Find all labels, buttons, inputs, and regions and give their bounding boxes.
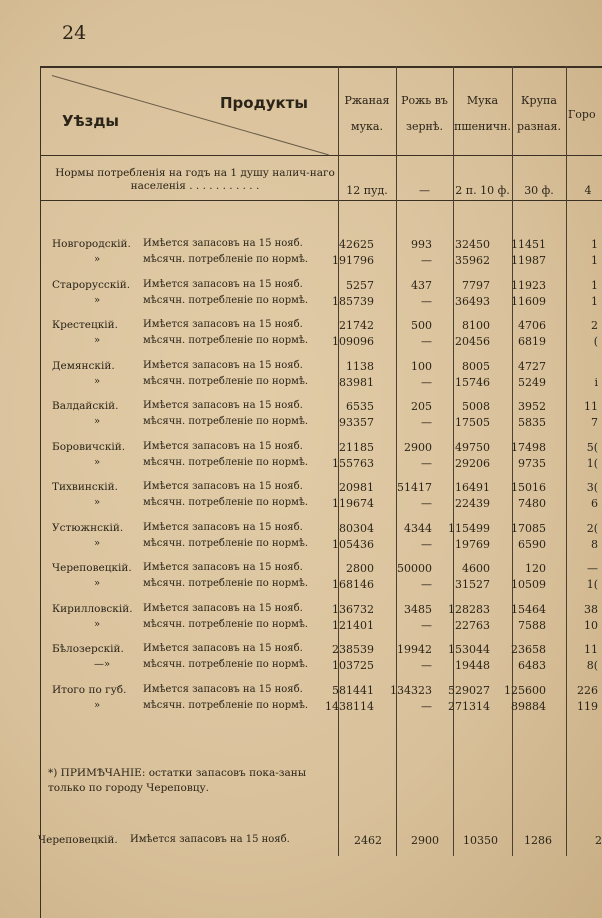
consumption-value-cell: 1 (591, 254, 598, 267)
stock-label: Имѣется запасовъ на 15 нояб. (143, 683, 303, 695)
consumption-value-cell: 29206 (455, 456, 490, 470)
consumption-value-cell: 7480 (518, 497, 546, 510)
stock-label: Имѣется запасовъ на 15 нояб. (130, 834, 290, 845)
consumption-value-cell: 11609 (511, 294, 546, 308)
stock-value-cell: 437 (411, 278, 432, 292)
consumption-label: мѣсячн. потребленіе по нормѣ. (143, 335, 309, 346)
consumption-value-cell: 191796 (332, 254, 374, 267)
consumption-value-cell: 6590 (518, 537, 546, 551)
district-name: Устюжнскій. (52, 521, 124, 534)
ditto-mark: » (94, 375, 101, 387)
consumption-label: мѣсячн. потребленіе по нормѣ. (143, 497, 309, 508)
consumption-label: мѣсячн. потребленіе по нормѣ. (143, 659, 309, 670)
column-header: Рожь въ зернѣ. (401, 94, 448, 133)
table-top-rule (40, 66, 602, 68)
district-name: Старорусскій. (52, 278, 131, 291)
consumption-value-cell: 8( (586, 659, 598, 672)
norm-value: 2 п. 10 ф. (455, 184, 510, 197)
ditto-mark: » (94, 335, 101, 346)
stock-value-cell: 3( (586, 481, 598, 494)
stock-value-cell: 2 (591, 319, 598, 332)
stock-value-cell: 15016 (511, 481, 546, 494)
ditto-mark: » (94, 294, 101, 306)
stock-label: Имѣется запасовъ на 15 нояб. (143, 643, 303, 654)
consumption-label: мѣсячн. потребленіе по нормѣ. (143, 294, 309, 306)
table-row (40, 684, 602, 726)
consumption-value-cell: — (421, 659, 432, 672)
consumption-value-cell: — (421, 416, 432, 429)
stock-value-cell: 16491 (455, 481, 490, 494)
consumption-value-cell: 6819 (518, 335, 546, 348)
stock-value-cell: 17085 (511, 521, 546, 535)
stock-label: Имѣется запасовъ на 15 нояб. (143, 481, 303, 492)
consumption-label: мѣсячн. потребленіе по нормѣ. (143, 699, 309, 711)
consumption-value-cell: 20456 (455, 335, 490, 348)
consumption-value-cell: — (421, 537, 432, 551)
products-heading: Продукты (220, 94, 308, 112)
stock-label: Имѣется запасовъ на 15 нояб. (143, 359, 303, 371)
norm-value: — (419, 184, 430, 197)
consumption-value-cell: — (421, 254, 432, 267)
stock-value-cell: 11451 (511, 238, 546, 251)
page-number: 24 (62, 22, 87, 44)
cherepovets-row (40, 834, 602, 854)
ditto-mark: » (94, 537, 101, 549)
norms-bottom-rule (40, 200, 602, 201)
stock-value-cell: 205 (411, 400, 432, 413)
ditto-mark: » (94, 699, 101, 711)
stock-value-cell: 238539 (332, 643, 374, 656)
consumption-value-cell: 5835 (518, 416, 546, 429)
table-row (40, 522, 602, 564)
norm-value: 4 (584, 184, 592, 197)
consumption-value-cell: 5249 (518, 375, 546, 389)
table-row (40, 319, 602, 361)
stock-label: Имѣется запасовъ на 15 нояб. (143, 602, 303, 614)
ditto-mark: » (94, 618, 101, 630)
stock-value-cell: 2( (586, 521, 598, 535)
ditto-mark: » (94, 456, 101, 468)
stock-value-cell: 153044 (448, 643, 490, 656)
consumption-value-cell: — (421, 497, 432, 510)
table-row (40, 603, 602, 645)
district-name: Новгородскій. (52, 238, 131, 250)
header-bottom-rule (40, 155, 602, 156)
stock-label: Имѣется запасовъ на 15 нояб. (143, 521, 303, 533)
ditto-mark: » (94, 497, 101, 508)
stock-label: Имѣется запасовъ на 15 нояб. (143, 400, 303, 411)
table-row (40, 562, 602, 604)
district-name: Кирилловскій. (52, 602, 133, 615)
norm-value: 30 ф. (524, 184, 554, 197)
consumption-value-cell: 103725 (332, 659, 374, 672)
district-name: Демянскій. (52, 359, 115, 372)
footnote: *) ПРИМѢЧАНІЕ: остатки запасовъ пока-заны только по городу Череповцу. (48, 767, 307, 794)
value-cell: 2 (595, 834, 602, 847)
column-header: Крупа разная. (517, 94, 561, 133)
consumption-value-cell: 1 (591, 294, 598, 308)
stock-value-cell: 3485 (404, 602, 432, 616)
stock-value-cell: 1138 (346, 359, 374, 373)
consumption-value-cell: — (421, 375, 432, 389)
stock-value-cell: 23658 (511, 643, 546, 656)
consumption-value-cell: 271314 (448, 699, 490, 713)
stock-value-cell: 226 (577, 683, 598, 697)
consumption-value-cell: 7 (591, 416, 598, 429)
stock-label: Имѣется запасовъ на 15 нояб. (143, 319, 303, 330)
stock-value-cell: 115499 (448, 521, 490, 535)
stock-value-cell: 19942 (397, 643, 432, 656)
consumption-label: мѣсячн. потребленіе по нормѣ. (143, 375, 309, 387)
stock-value-cell: 1 (591, 278, 598, 292)
stock-value-cell: 2800 (346, 562, 374, 575)
stock-value-cell: 80304 (339, 521, 374, 535)
table-row (40, 360, 602, 402)
districts-heading: Уѣзды (62, 112, 119, 130)
consumption-value-cell: 168146 (332, 578, 374, 591)
consumption-label: мѣсячн. потребленіе по нормѣ. (143, 254, 309, 265)
consumption-value-cell: — (421, 578, 432, 591)
value-cell: 2900 (411, 834, 439, 847)
stock-value-cell: 4600 (462, 562, 490, 575)
district-name: Боровичскій. (52, 440, 126, 453)
consumption-value-cell: 6 (591, 497, 598, 510)
stock-value-cell: 11923 (511, 278, 546, 292)
stock-value-cell: 581441 (332, 683, 374, 697)
ditto-mark: —» (94, 659, 111, 670)
ditto-mark: » (94, 578, 101, 589)
stock-value-cell: 42625 (339, 238, 374, 251)
stock-label: Имѣется запасовъ на 15 нояб. (143, 562, 303, 573)
stock-value-cell: 32450 (455, 238, 490, 251)
stock-value-cell: 6535 (346, 400, 374, 413)
stock-value-cell: 993 (411, 238, 432, 251)
consumption-value-cell: 31527 (455, 578, 490, 591)
consumption-value-cell: 22763 (455, 618, 490, 632)
stock-value-cell: 21742 (339, 319, 374, 332)
consumption-value-cell: 89884 (511, 699, 546, 713)
stock-value-cell: 1 (591, 238, 598, 251)
table-row (40, 481, 602, 523)
table-row (40, 400, 602, 442)
stock-value-cell: 4727 (518, 359, 546, 373)
table-row (40, 643, 602, 685)
norms-label: Нормы потребленія на годъ на 1 душу налич-наго населенія . . . . . . . . . . . (55, 167, 335, 192)
consumption-value-cell: 19769 (455, 537, 490, 551)
consumption-value-cell: ( (593, 335, 598, 348)
consumption-value-cell: 105436 (332, 537, 374, 551)
consumption-value-cell: 185739 (332, 294, 374, 308)
stock-value-cell: 5008 (462, 400, 490, 413)
consumption-label: мѣсячн. потребленіе по нормѣ. (143, 537, 309, 549)
consumption-value-cell: 8 (591, 537, 598, 551)
consumption-value-cell: 15746 (455, 375, 490, 389)
consumption-value-cell: 83981 (339, 375, 374, 389)
value-cell: 10350 (463, 834, 498, 847)
consumption-value-cell: — (421, 699, 432, 713)
consumption-value-cell: 36493 (455, 294, 490, 308)
stock-value-cell: 51417 (397, 481, 432, 494)
stock-value-cell: 11 (584, 400, 598, 413)
stock-value-cell: 120 (525, 562, 546, 575)
consumption-value-cell: 17505 (455, 416, 490, 429)
column-header: Мука пшеничн. (454, 94, 511, 133)
column-header: Ржаная мука. (344, 94, 390, 133)
consumption-value-cell: 7588 (518, 618, 546, 632)
stock-value-cell: 7797 (462, 278, 490, 292)
stock-value-cell: 8100 (462, 319, 490, 332)
stock-value-cell: 3952 (518, 400, 546, 413)
stock-label: Имѣется запасовъ на 15 нояб. (143, 238, 303, 249)
stock-value-cell: 136732 (332, 602, 374, 616)
consumption-value-cell: 19448 (455, 659, 490, 672)
consumption-value-cell: 11987 (511, 254, 546, 267)
consumption-label: мѣсячн. потребленіе по нормѣ. (143, 456, 309, 468)
stock-value-cell: 128283 (448, 602, 490, 616)
district-name: Итого по губ. (52, 683, 127, 696)
consumption-value-cell: 1( (586, 456, 598, 470)
stock-value-cell: 529027 (448, 683, 490, 697)
stock-value-cell: 4706 (518, 319, 546, 332)
value-cell: 2462 (354, 834, 382, 847)
consumption-value-cell: 93357 (339, 416, 374, 429)
stock-value-cell: 50000 (397, 562, 432, 575)
stock-value-cell: 134323 (390, 683, 432, 697)
stock-value-cell: 11 (584, 643, 598, 656)
district-name: Крестецкій. (52, 319, 118, 331)
stock-value-cell: 17498 (511, 440, 546, 454)
district-name: Череповецкій. (38, 834, 118, 846)
stock-value-cell: — (587, 562, 598, 575)
consumption-value-cell: 119674 (332, 497, 374, 510)
stock-value-cell: 20981 (339, 481, 374, 494)
table-row (40, 238, 602, 280)
column-header: Горо (568, 108, 596, 121)
consumption-value-cell: 6483 (518, 659, 546, 672)
consumption-value-cell: 155763 (332, 456, 374, 470)
ditto-mark: » (94, 416, 101, 427)
stock-value-cell: 49750 (455, 440, 490, 454)
norm-value: 12 пуд. (346, 184, 388, 197)
consumption-value-cell: — (421, 335, 432, 348)
stock-label: Имѣется запасовъ на 15 нояб. (143, 440, 303, 452)
consumption-value-cell: 1438114 (325, 699, 374, 713)
stock-value-cell: 100 (411, 359, 432, 373)
table-row (40, 441, 602, 483)
consumption-value-cell: 1( (586, 578, 598, 591)
consumption-value-cell: 9735 (518, 456, 546, 470)
consumption-value-cell: — (421, 618, 432, 632)
stock-value-cell: 5257 (346, 278, 374, 292)
consumption-value-cell: i (594, 375, 598, 389)
consumption-value-cell: 10509 (511, 578, 546, 591)
stock-value-cell: 38 (584, 602, 598, 616)
stock-value-cell: 8005 (462, 359, 490, 373)
consumption-value-cell: — (421, 294, 432, 308)
stock-value-cell: 21185 (339, 440, 374, 454)
stock-label: Имѣется запасовъ на 15 нояб. (143, 278, 303, 290)
district-name: Череповецкій. (52, 562, 132, 574)
table-row (40, 279, 602, 321)
district-name: Бѣлозерскій. (52, 643, 124, 655)
consumption-value-cell: 22439 (455, 497, 490, 510)
consumption-label: мѣсячн. потребленіе по нормѣ. (143, 416, 309, 427)
stock-value-cell: 2900 (404, 440, 432, 454)
stock-value-cell: 500 (411, 319, 432, 332)
value-cell: 1286 (524, 834, 552, 847)
consumption-label: мѣсячн. потребленіе по нормѣ. (143, 578, 309, 589)
stock-value-cell: 5( (586, 440, 598, 454)
stock-value-cell: 15464 (511, 602, 546, 616)
stock-value-cell: 125600 (504, 683, 546, 697)
consumption-label: мѣсячн. потребленіе по нормѣ. (143, 618, 309, 630)
consumption-value-cell: — (421, 456, 432, 470)
ditto-mark: » (94, 254, 101, 265)
consumption-value-cell: 10 (584, 618, 598, 632)
district-name: Тихвинскій. (52, 481, 118, 493)
consumption-value-cell: 119 (577, 699, 598, 713)
consumption-value-cell: 109096 (332, 335, 374, 348)
consumption-value-cell: 35962 (455, 254, 490, 267)
consumption-value-cell: 121401 (332, 618, 374, 632)
district-name: Валдайскій. (52, 400, 119, 412)
stock-value-cell: 4344 (404, 521, 432, 535)
